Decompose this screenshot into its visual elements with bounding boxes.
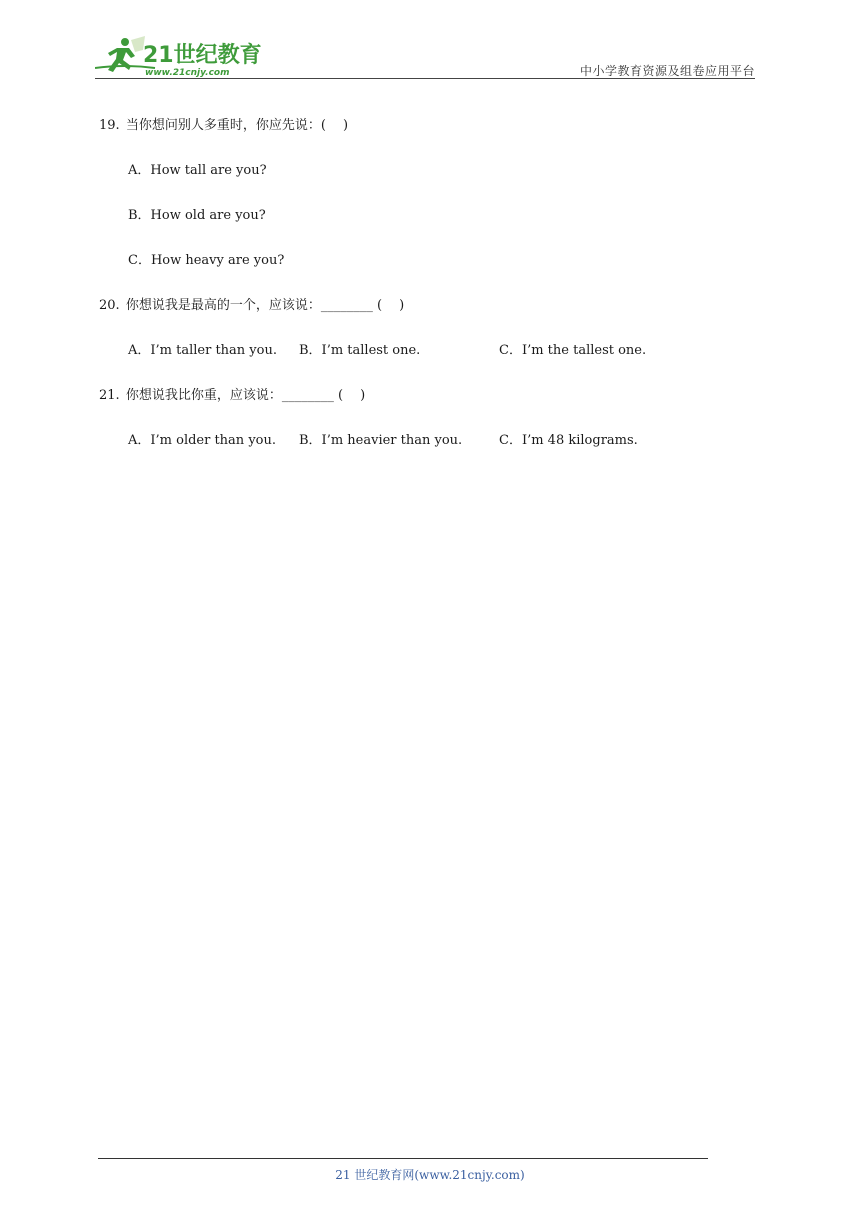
q21-option-c: C．I’m 48 kilograms. xyxy=(499,433,638,448)
q20-option-b: B．I’m tallest one. xyxy=(299,343,421,358)
footer-divider xyxy=(98,1158,708,1159)
question-prompt: 你想说我比你重，应该说：________ ( ) xyxy=(125,388,366,403)
q20-option-a: A．I’m taller than you. xyxy=(128,343,277,358)
svg-text:21世纪教育: 21世纪教育 xyxy=(143,43,262,68)
q19-option-b: B．How old are you? xyxy=(128,208,266,223)
question-number: 19. xyxy=(99,118,120,133)
question-number: 20. xyxy=(99,298,120,313)
header-divider xyxy=(95,78,755,79)
question-19 xyxy=(99,114,348,133)
question-prompt: 你想说我是最高的一个，应该说：________ ( ) xyxy=(125,298,405,313)
question-prompt: 当你想问别人多重时，你应先说：( ) xyxy=(125,118,349,133)
svg-text:www.21cnjy.com: www.21cnjy.com xyxy=(145,68,230,78)
logo-21cnjy xyxy=(95,34,265,78)
footer-site-link[interactable]: 21 世纪教育网(www.21cnjy.com) xyxy=(335,1168,525,1182)
q19-option-c: C．How heavy are you? xyxy=(128,253,285,268)
header-platform-text: 中小学教育资源及组卷应用平台 xyxy=(579,64,755,78)
page-header xyxy=(95,30,755,78)
q19-option-a: A．How tall are you? xyxy=(128,163,267,178)
question-number: 21. xyxy=(99,388,120,403)
question-21 xyxy=(99,384,365,403)
q21-option-b: B．I’m heavier than you. xyxy=(299,433,463,448)
q20-option-c: C．I’m the tallest one. xyxy=(499,343,647,358)
q21-option-a: A．I’m older than you. xyxy=(128,433,276,448)
question-20 xyxy=(99,294,404,313)
